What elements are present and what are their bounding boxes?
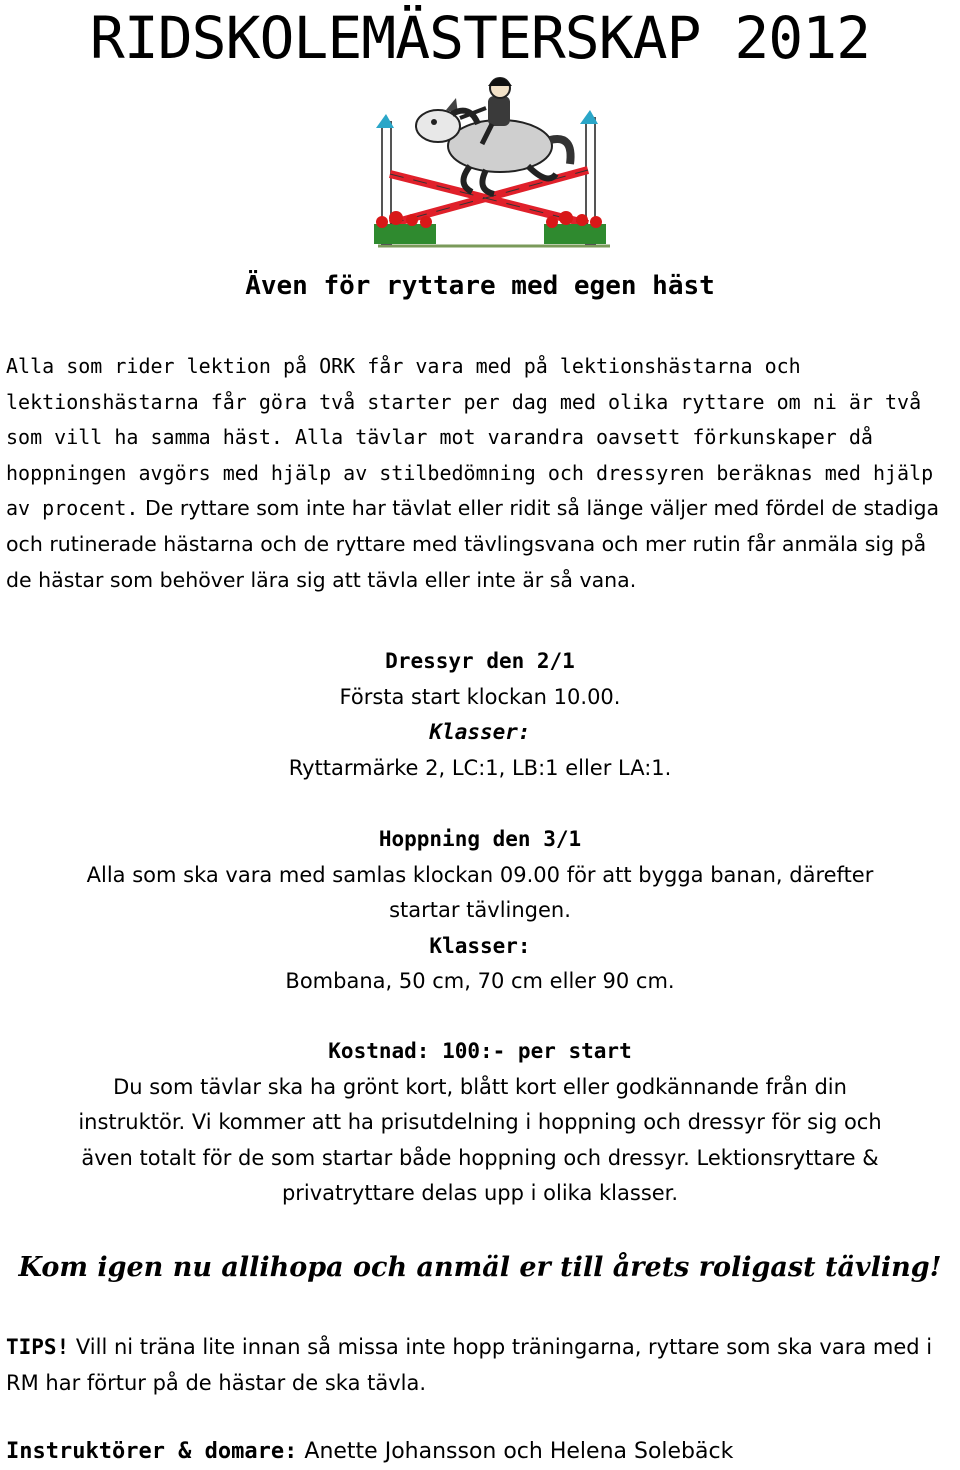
dressage-classes: Ryttarmärke 2, LC:1, LB:1 eller LA:1. [288, 755, 672, 780]
jumping-line-1: Alla som ska vara med samlas klockan 09.00 för att bygga banan, därefter [86, 862, 874, 887]
dressage-start-time: Första start klockan 10.00. [339, 684, 621, 709]
intro-text-part2: De ryttare som inte har tävlat eller ridit så länge väljer med fördel de stadiga och rutinerade hästarna och de ryttare med tävlingsvana och mer rutin får anmäla sig på de hästar som behöver lära sig att tävla eller inte är så vana. [6, 496, 940, 592]
page-title: RIDSKOLEMÄSTERSKAP 2012 [89, 4, 871, 72]
jumping-classes: Bombana, 50 cm, 70 cm eller 90 cm. [285, 969, 675, 994]
tips-text: Vill ni träna lite innan så missa inte hopp träningarna, ryttare som ska vara med i RM har förtur på de hästar de ska tävla. [6, 1335, 933, 1395]
tips-paragraph [6, 1329, 956, 1401]
jumping-section [0, 822, 960, 1000]
jumping-classes-label: Klasser: [429, 933, 531, 958]
slogan: Kom igen nu allihopa och anmäl er till årets roligast tävling! [18, 1252, 942, 1283]
show-jumping-pony-icon [360, 74, 630, 250]
instructors-label: Instruktörer & domare: [6, 1439, 298, 1464]
cost-line-1: Du som tävlar ska ha grönt kort, blått kort eller godkännande från din [113, 1074, 847, 1099]
cost-heading: Kostnad: 100:- per start [328, 1039, 632, 1063]
tips-label: TIPS! [6, 1335, 70, 1359]
instructors-line [6, 1434, 956, 1470]
cost-line-3: även totalt för de som startar både hoppning och dressyr. Lektionsryttare & [81, 1145, 879, 1170]
cost-line-2: instruktör. Vi kommer att ha prisutdelning i hoppning och dressyr för sig och [78, 1110, 882, 1135]
subtitle: Även för ryttare med egen häst [245, 271, 715, 301]
cost-section [0, 1034, 960, 1212]
dressage-classes-label: Klasser: [429, 720, 531, 745]
jumping-heading: Hoppning den 3/1 [378, 827, 582, 851]
cost-line-4: privatryttare delas upp i olika klasser. [281, 1181, 679, 1206]
dressage-section [0, 644, 960, 786]
jumping-line-2: startar tävlingen. [389, 898, 571, 923]
dressage-heading: Dressyr den 2/1 [385, 649, 575, 673]
instructors-names: Anette Johansson och Helena Solebäck [297, 1439, 734, 1464]
intro-text-part1: Alla som rider lektion på ORK får vara med på lektionshästarna och lektionshästarna får göra två starter per dag med olika ryttare om ni är två som vill ha samma häst. Alla tävlar mot varandra oavsett förkunskaper då hoppningen avgörs med hjälp av stilbedömning och dressyren beräknas med hjälp av procent. [6, 354, 934, 521]
intro-paragraph [6, 349, 956, 598]
